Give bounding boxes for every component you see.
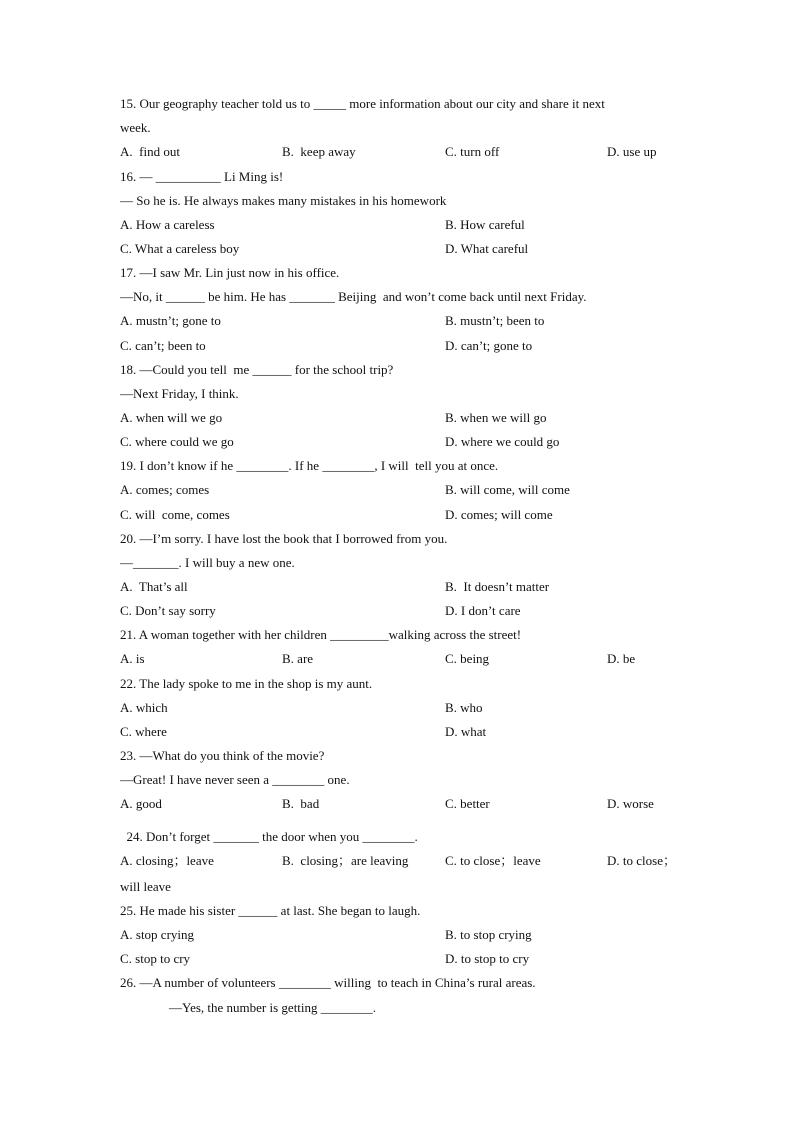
question-16-stem-line-1: 16. — __________ Li Ming is! xyxy=(120,169,284,184)
question-15-option-c: C. turn off xyxy=(445,144,500,159)
question-25-option-d: D. to stop to cry xyxy=(445,951,530,966)
question-20-option-c: C. Don’t say sorry xyxy=(120,603,216,618)
question-22-option-d: D. what xyxy=(445,724,487,739)
question-18-option-d: D. where we could go xyxy=(445,434,560,449)
question-17-option-a: A. mustn’t; gone to xyxy=(120,313,221,328)
question-23-option-d: D. worse xyxy=(607,796,654,811)
question-18-option-b: B. when we will go xyxy=(445,410,547,425)
question-20-option-d: D. I don’t care xyxy=(445,603,521,618)
question-16-option-d: D. What careful xyxy=(445,241,529,256)
question-15-option-b: B. keep away xyxy=(282,144,356,159)
question-17-stem-line-1: 17. —I saw Mr. Lin just now in his office. xyxy=(120,265,340,280)
question-17-option-b: B. mustn’t; been to xyxy=(445,313,545,328)
question-18-stem-line-1: 18. —Could you tell me ______ for the school trip? xyxy=(120,362,394,377)
question-17-stem-line-2: —No, it ______ be him. He has _______ Beijing and won’t come back until next Friday. xyxy=(120,289,587,304)
question-18-option-a: A. when will we go xyxy=(120,410,223,425)
question-21-option-c: C. being xyxy=(445,651,490,666)
question-21-stem-line-1: 21. A woman together with her children _________walking across the street! xyxy=(120,627,522,642)
question-24-option-c: C. to close；leave xyxy=(445,853,541,868)
question-19-stem-line-1: 19. I don’t know if he ________. If he ________, I will tell you at once. xyxy=(120,458,499,473)
question-21-option-d: D. be xyxy=(607,651,636,666)
question-16-option-c: C. What a careless boy xyxy=(120,241,240,256)
question-16-option-b: B. How careful xyxy=(445,217,525,232)
question-19-option-b: B. will come, will come xyxy=(445,482,570,497)
question-16-option-a: A. How a careless xyxy=(120,217,215,232)
question-18-stem-line-2: —Next Friday, I think. xyxy=(120,386,239,401)
question-17-option-d: D. can’t; gone to xyxy=(445,338,533,353)
question-24-option-d: D. to close； xyxy=(607,853,676,868)
question-22-option-c: C. where xyxy=(120,724,167,739)
question-15-stem-line-2: week. xyxy=(120,120,151,135)
question-22-stem-line-1: 22. The lady spoke to me in the shop is my aunt. xyxy=(120,676,373,691)
question-23-stem-line-1: 23. —What do you think of the movie? xyxy=(120,748,325,763)
question-21-option-b: B. are xyxy=(282,651,314,666)
question-15-option-d: D. use up xyxy=(607,144,657,159)
question-23-option-b: B. bad xyxy=(282,796,320,811)
question-25-option-a: A. stop crying xyxy=(120,927,195,942)
question-23-option-c: C. better xyxy=(445,796,490,811)
question-15-option-a: A. find out xyxy=(120,144,180,159)
question-19-option-a: A. comes; comes xyxy=(120,482,210,497)
question-26-stem-line-2: —Yes, the number is getting ________. xyxy=(169,1000,377,1015)
question-25-stem-line-1: 25. He made his sister ______ at last. She began to laugh. xyxy=(120,903,421,918)
question-17-option-c: C. can’t; been to xyxy=(120,338,206,353)
question-23-option-a: A. good xyxy=(120,796,162,811)
question-20-option-b: B. It doesn’t matter xyxy=(445,579,550,594)
question-24-stem-line-1: 24. Don’t forget _______ the door when you ________. xyxy=(120,829,418,844)
question-22-option-a: A. which xyxy=(120,700,168,715)
question-16-stem-line-2: — So he is. He always makes many mistakes in his homework xyxy=(120,193,447,208)
question-24-option-a: A. closing；leave xyxy=(120,853,214,868)
question-26-stem-line-1: 26. —A number of volunteers ________ willing to teach in China’s rural areas. xyxy=(120,975,536,990)
question-18-option-c: C. where could we go xyxy=(120,434,234,449)
question-23-stem-line-2: —Great! I have never seen a ________ one. xyxy=(120,772,350,787)
question-19-option-c: C. will come, comes xyxy=(120,507,230,522)
question-20-option-a: A. That’s all xyxy=(120,579,188,594)
question-25-option-c: C. stop to cry xyxy=(120,951,191,966)
question-15-stem-line-1: 15. Our geography teacher told us to _____ more information about our city and share it next xyxy=(120,96,605,111)
question-25-option-b: B. to stop crying xyxy=(445,927,532,942)
question-20-stem-line-2: —_______. I will buy a new one. xyxy=(120,555,295,570)
question-24-option-b: B. closing；are leaving xyxy=(282,853,409,868)
question-22-option-b: B. who xyxy=(445,700,483,715)
question-24-option-d-continuation: will leave xyxy=(120,879,171,894)
question-19-option-d: D. comes; will come xyxy=(445,507,553,522)
question-21-option-a: A. is xyxy=(120,651,145,666)
question-20-stem-line-1: 20. —I’m sorry. I have lost the book that I borrowed from you. xyxy=(120,531,448,546)
